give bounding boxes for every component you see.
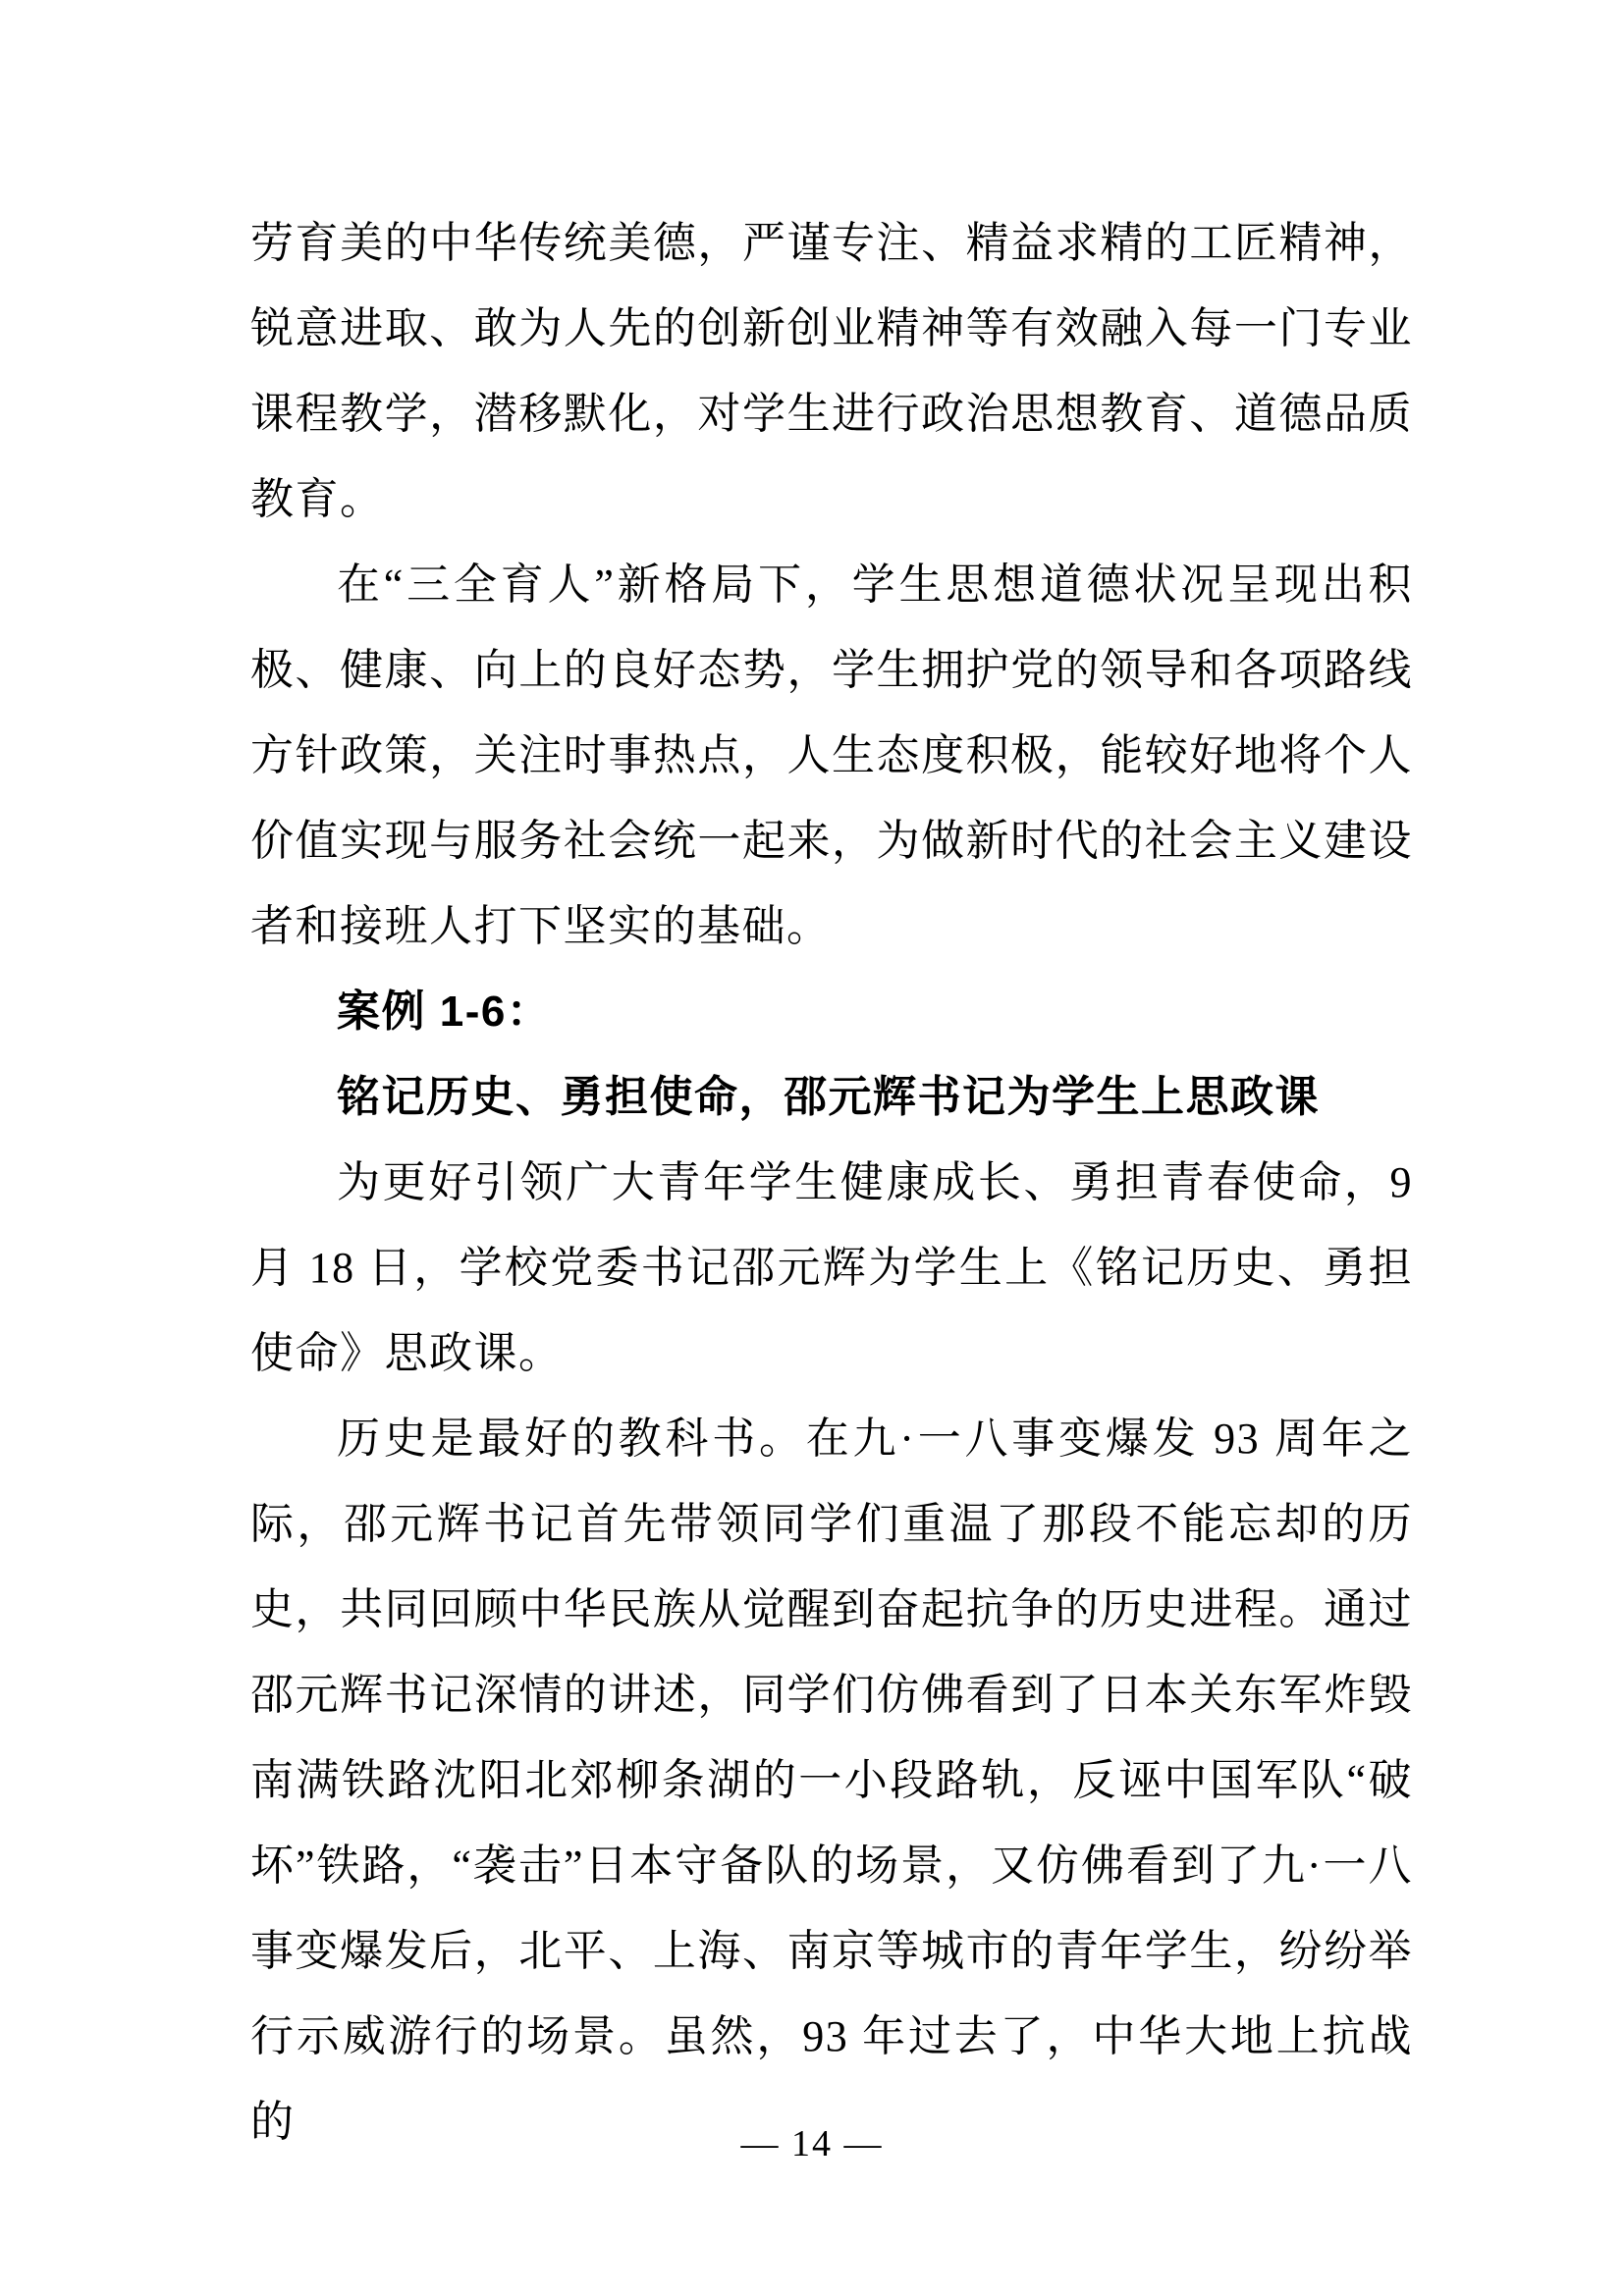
page-number: — 14 —: [740, 2123, 884, 2164]
page-body: [250, 200, 1413, 2164]
paragraph-lead: 为更好引领广大青年学生健康成长、勇担青春使命，9 月 18 日，学校党委书记邵元辉为学生上《铭记历史、勇担使命》思政课。: [250, 1158, 1413, 1377]
paragraph-history: 历史是最好的教科书。在九·一八事变爆发 93 周年之际，邵元辉书记首先带领同学们重温了那段不能忘却的历史，共同回顾中华民族从觉醒到奋起抗争的历史进程。通过邵元辉书记深情的讲述，同学们仿佛看到了日本关东军炸毁南满铁路沈阳北郊柳条湖的一小段路轨，反诬中国军队“破坏”铁路，“袭击”日本守备队的场景，又仿佛看到了九·一八事变爆发后，北平、上海、南京等城市的青年学生，纷纷举行示威游行的场景。虽然，93 年过去了，中华大地上抗战的: [250, 1415, 1413, 2146]
page-footer: [0, 2118, 1624, 2169]
case-title-heading: 铭记历史、勇担使命，邵元辉书记为学生上思政课: [337, 1073, 1320, 1121]
case-label-heading: 案例 1-6：: [337, 988, 552, 1036]
paragraph-sanquanyuren: 在“三全育人”新格局下，学生思想道德状况呈现出积极、健康、向上的良好态势，学生拥护党的领导和各项路线方针政策，关注时事热点，人生态度积极，能较好地将个人价值实现与服务社会统一起来，为做新时代的社会主义建设者和接班人打下坚实的基础。: [250, 561, 1413, 950]
paragraph-continuation: 劳育美的中华传统美德，严谨专注、精益求精的工匠精神，锐意进取、敢为人先的创新创业精神等有效融入每一门专业课程教学，潜移默化，对学生进行政治思想教育、道德品质教育。: [250, 219, 1413, 523]
